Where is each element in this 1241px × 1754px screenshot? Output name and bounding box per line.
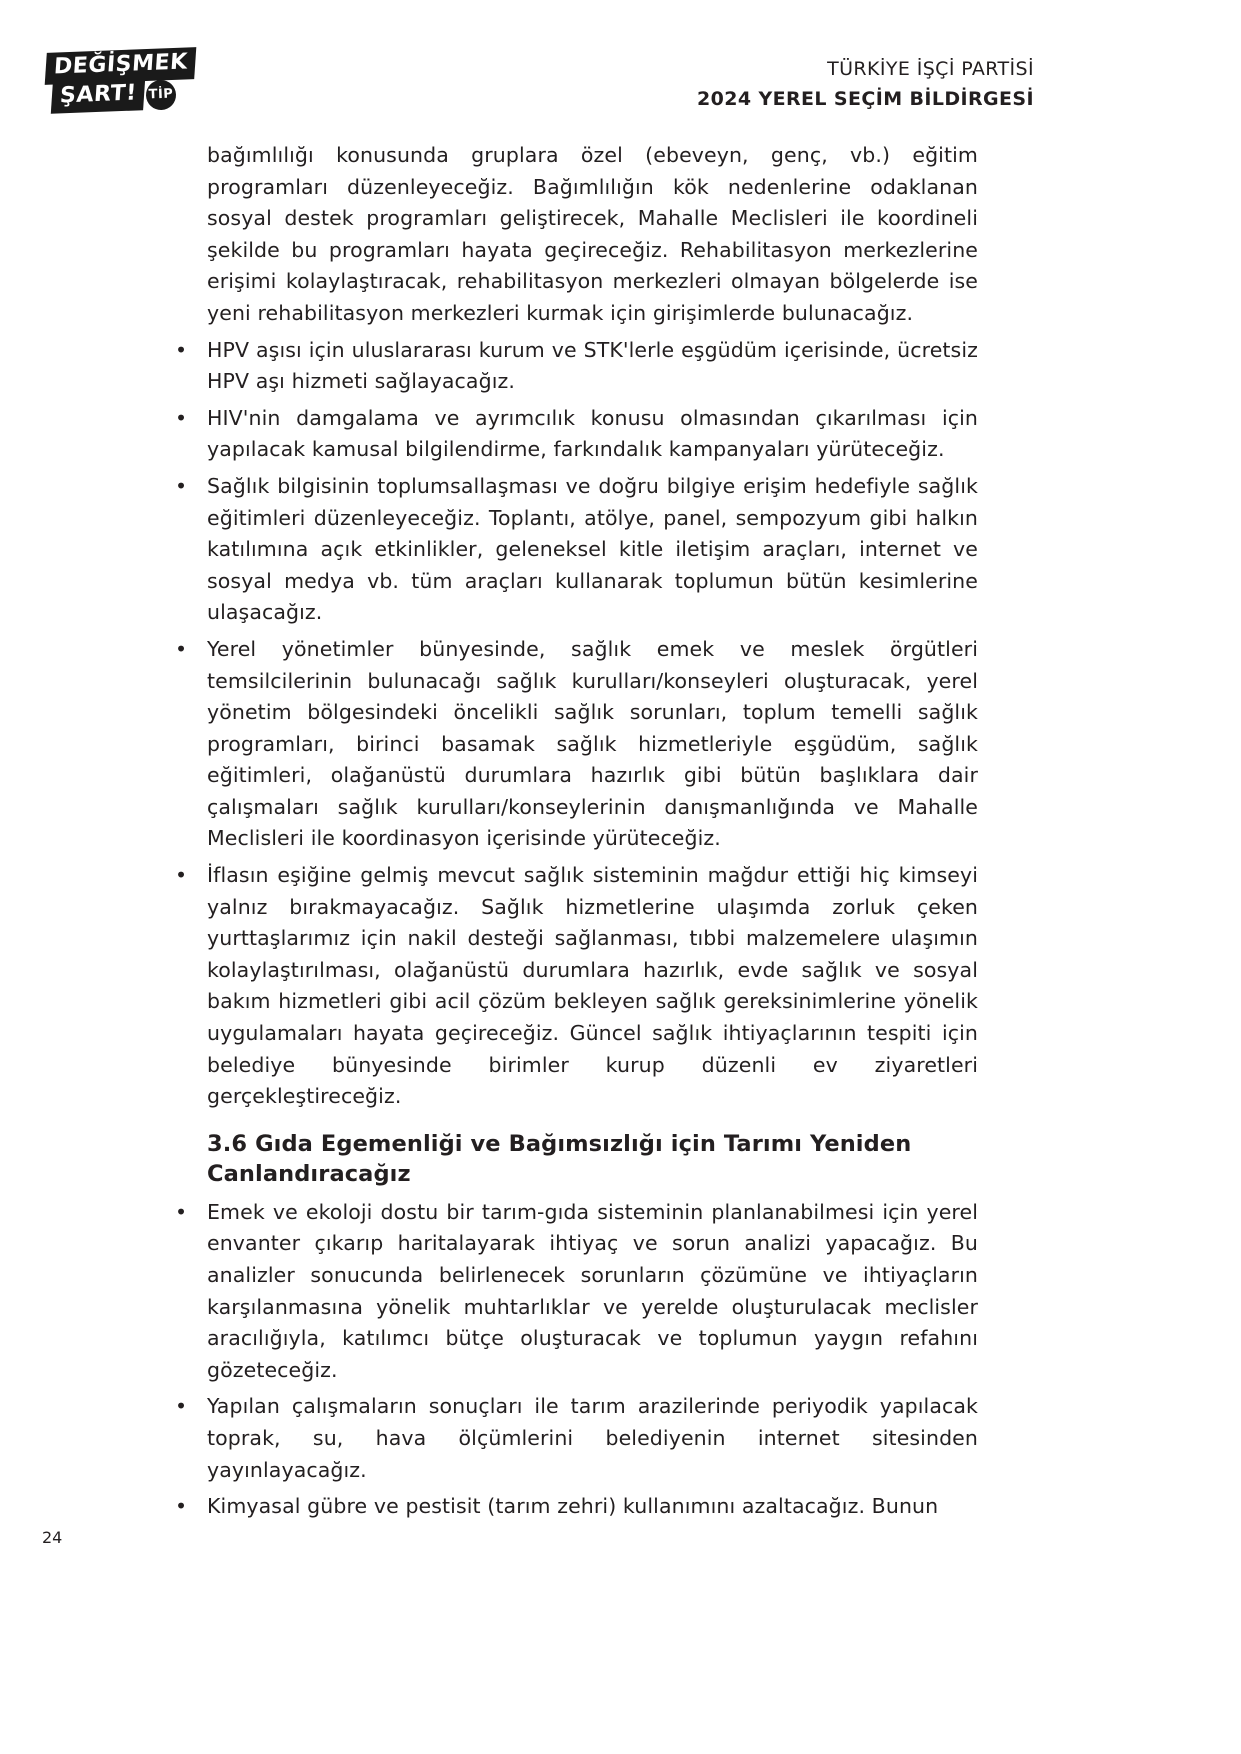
header-party-name: TÜRKİYE İŞÇİ PARTİSİ [827, 58, 1034, 80]
header-title-block [697, 54, 1034, 114]
list-item [163, 471, 978, 629]
list-item [163, 335, 978, 398]
list-item-text: HIV'nin damgalama ve ayrımcılık konusu olmasından çıkarılması için yapılacak kamusal bilgilendirme, farkındalık kampanyaları yürüteceğiz. [207, 405, 978, 462]
party-logo [42, 44, 189, 116]
list-item [163, 403, 978, 466]
list-item [163, 1491, 978, 1523]
bullet-marker-icon: • [175, 405, 188, 430]
list-item-text: Sağlık bilgisinin toplumsallaşması ve doğru bilgiye erişim hedefiyle sağlık eğitimleri düzenleyeceğiz. Toplantı, atölye, panel, sempozyum gibi halkın katılımına açık etkinlikler, geleneksel kitle iletişim araçları, internet ve sosyal medya vb. tüm araçları kullanarak toplumun bütün kesimlerine ulaşacağız. [207, 473, 978, 625]
section-heading: 3.6 Gıda Egemenliği ve Bağımsızlığı için Tarımı Yeniden Canlandıracağız [207, 1130, 912, 1187]
list-item-text: Yapılan çalışmaların sonuçları ile tarım arazilerinde periyodik yapılacak toprak, su, hava ölçümlerini belediyenin internet sitesinden yayınlayacağız. [207, 1394, 978, 1482]
bullet-marker-icon: • [175, 1394, 188, 1419]
page-header [0, 44, 1241, 124]
bullet-marker-icon: • [175, 337, 188, 362]
bullet-marker-icon: • [175, 863, 188, 888]
list-item-text: HPV aşısı için uluslararası kurum ve STK'lerle eşgüdüm içerisinde, ücretsiz HPV aşı hizmeti sağlayacağız. [207, 337, 978, 394]
logo-line-2: ŞART! [51, 78, 146, 114]
intro-paragraph: bağımlılığı konusunda gruplara özel (ebeveyn, genç, vb.) eğitim programları düzenleyeceğiz. Bağımlılığın kök nedenlerine odaklanan sosyal destek programları geliştirecek, Mahalle Meclisleri ile koordineli şekilde bu programları hayata geçireceğiz. Rehabilitasyon merkezlerine erişimi kolaylaştıracak, rehabilitasyon merkezleri olmayan bölgelerde ise yeni rehabilitasyon merkezleri kurmak için girişimlerde bulunacağız. [207, 143, 978, 325]
page-number: 24 [42, 1528, 63, 1547]
document-content [163, 140, 978, 1528]
logo-mark-icon: TİP [145, 79, 176, 110]
bullet-marker-icon: • [175, 1199, 188, 1224]
list-item-text: Emek ve ekoloji dostu bir tarım-gıda sisteminin planlanabilmesi için yerel envanter çıkarıp haritalayarak ihtiyaç ve sorun analizi yapacağız. Bu analizler sonucunda belirlenecek sorunların çözümüne ve ihtiyaçların karşılanmasına yönelik muhtarlıklar ve yerelde oluşturulacak meclisler aracılığıyla, katılımcı bütçe oluşturacak ve toplumun yaygın refahını gözeteceğiz. [207, 1199, 978, 1382]
header-document-title: 2024 YEREL SEÇİM BİLDİRGESİ [696, 88, 1034, 110]
logo-badge [42, 44, 189, 116]
list-item [163, 860, 978, 1113]
list-item-text: Kimyasal gübre ve pestisit (tarım zehri) kullanımını azaltacağız. Bunun [207, 1494, 939, 1519]
list-item [163, 634, 978, 855]
bullet-marker-icon: • [175, 636, 188, 661]
list-item-text: Yerel yönetimler bünyesinde, sağlık emek ve meslek örgütleri temsilcilerinin bulunacağı sağlık kurulları/konseyleri oluşturacak, yerel yönetim bölgesindeki öncelikli sağlık sorunları, toplum temelli sağlık programları, birinci basamak sağlık hizmetleriyle eşgüdüm, sağlık eğitimleri, olağanüstü durumlara hazırlık gibi bütün başlıklara dair çalışmaları sağlık kurulları/konseylerinin danışmanlığında ve Mahalle Meclisleri ile koordinasyon içerisinde yürüteceğiz. [207, 636, 978, 851]
logo-line-1: DEĞİŞMEK [45, 47, 197, 85]
list-item [163, 1391, 978, 1486]
list-item [163, 1197, 978, 1387]
bullet-marker-icon: • [175, 473, 188, 498]
list-item-text: İflasın eşiğine gelmiş mevcut sağlık sisteminin mağdur ettiği hiç kimseyi yalnız bırakmayacağız. Sağlık hizmetlerine ulaşımda zorluk çeken yurttaşlarımız için nakil desteği sağlanması, tıbbi malzemelere ulaşımın kolaylaştırılması, olağanüstü durumlara hazırlık, evde sağlık ve sosyal bakım hizmetleri gibi acil çözüm bekleyen sağlık gereksinimlerine yönelik uygulamaları hayata geçireceğiz. Güncel sağlık ihtiyaçlarının tespiti için belediye bünyesinde birimler kurup düzenli ev ziyaretleri gerçekleştireceğiz. [207, 863, 978, 1109]
bullet-marker-icon: • [175, 1494, 188, 1519]
